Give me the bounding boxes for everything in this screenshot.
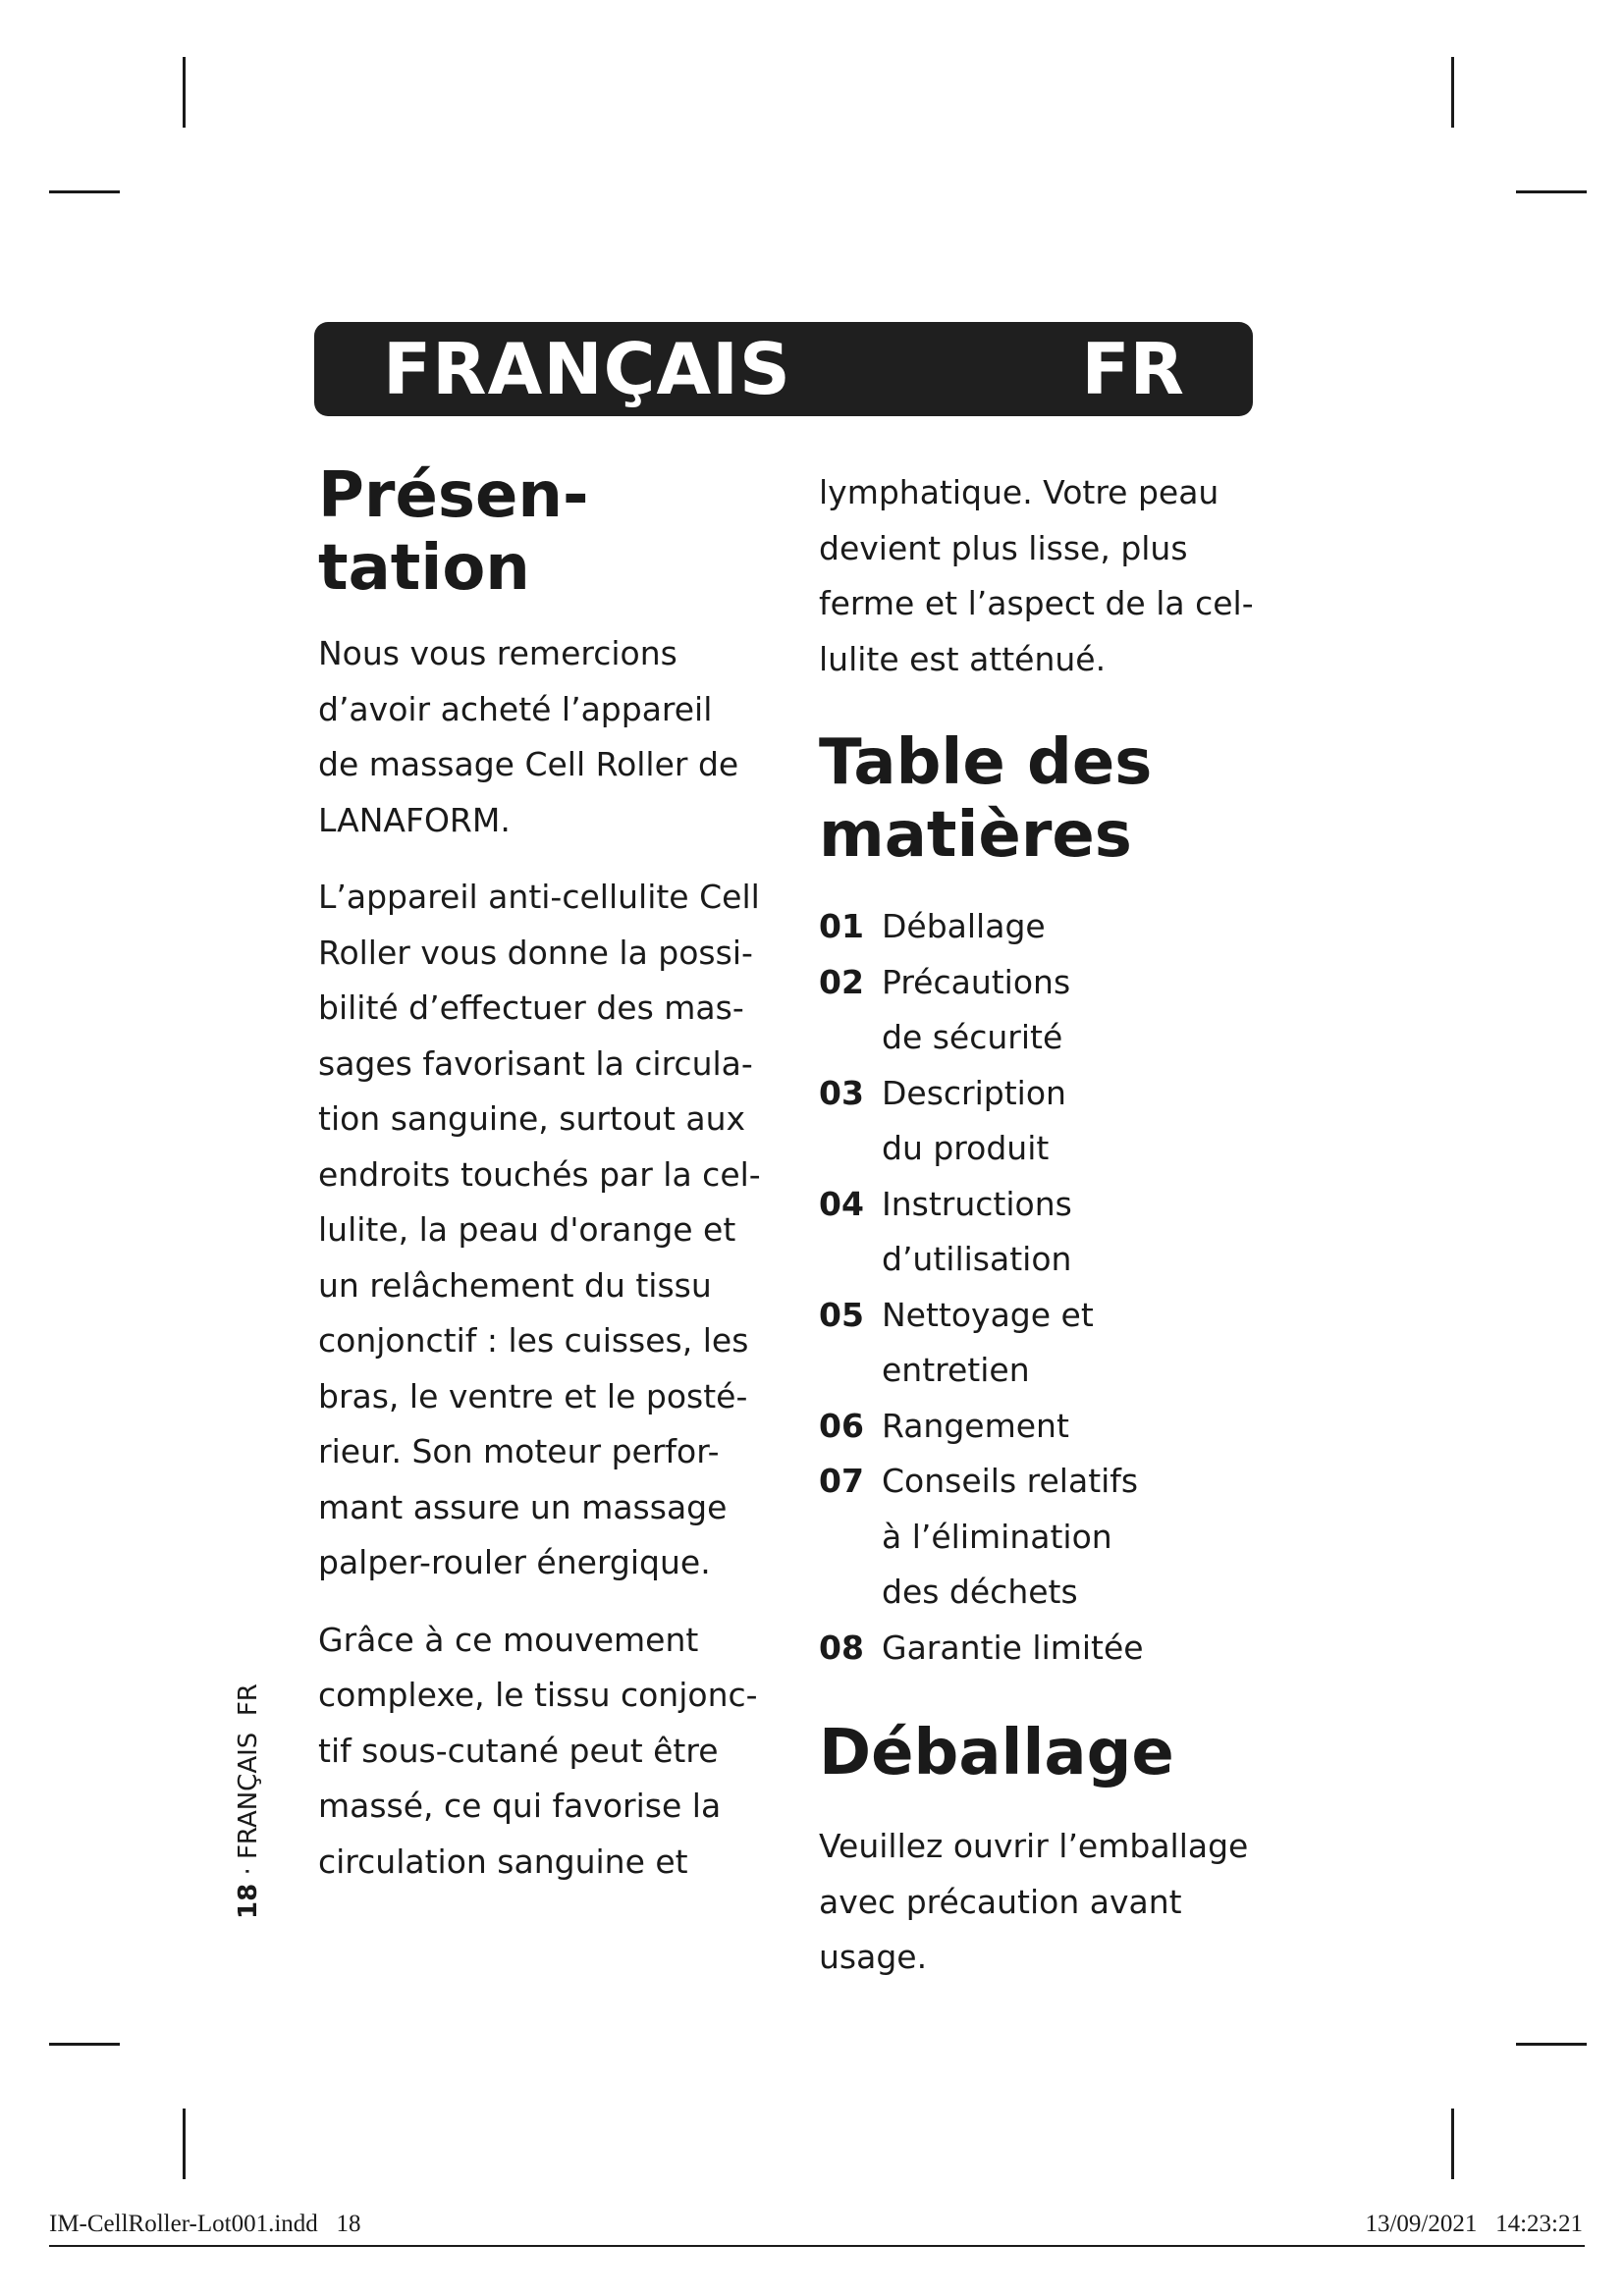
toc-item: [819, 955, 1261, 1066]
toc-item: [819, 899, 1261, 955]
toc-item-label: Rangement: [882, 1406, 1069, 1445]
left-column: [318, 459, 780, 1911]
presentation-heading: Présen- tation: [318, 459, 589, 605]
crop-mark-top-right: [1451, 57, 1454, 128]
toc-item-number: 02: [819, 962, 864, 1001]
presentation-paragraph-2: L’appareil anti-cellulite Cell Roller vous donne la possi- bilité d’effectuer des mas- sages favorisant la circula- tion sanguine, surtout aux endroits touchés par la cel- lulite, la peau d'orange et un relâchement du tissu conjonctif : les cuisses, les bras, le ventre et le posté- rieur. Son moteur perfor- mant assure un massage palper-rouler énergique.: [318, 878, 761, 1581]
presentation-paragraph-3: Grâce à ce mouvement complexe, le tissu conjonc- tif sous-cutané peut être massé, ce qui favorise la circulation sanguine et: [318, 1620, 758, 1881]
toc-item-label: Instructions d’utilisation: [882, 1184, 1072, 1278]
toc-item: [819, 1621, 1261, 1677]
deballage-heading: Déballage: [819, 1717, 1174, 1789]
toc-item-label: Précautions de sécurité: [882, 962, 1071, 1056]
language-code: FR: [1081, 328, 1184, 410]
crop-mark-top-left: [183, 57, 186, 128]
toc-item-number: 03: [819, 1073, 864, 1112]
side-label-text: · FRANÇAIS FR: [234, 1683, 263, 1884]
crop-mark-left-upper: [49, 190, 120, 193]
language-name: FRANÇAIS: [383, 328, 791, 410]
table-of-contents: [819, 899, 1261, 1676]
footer-rule: [49, 2245, 1585, 2247]
toc-item: [819, 1288, 1261, 1399]
crop-mark-left-lower: [49, 2043, 120, 2046]
deballage-text: Veuillez ouvrir l’emballage avec précaution avant usage.: [819, 1827, 1249, 1976]
right-column: [819, 465, 1261, 2007]
toc-item-number: 01: [819, 907, 864, 945]
crop-mark-right-upper: [1516, 190, 1587, 193]
toc-item-label: Déballage: [882, 907, 1046, 945]
toc-item-number: 07: [819, 1462, 864, 1500]
crop-mark-bottom-right: [1451, 2109, 1454, 2179]
toc-heading: Table des matières: [819, 726, 1153, 872]
page-number: 18: [234, 1883, 263, 1919]
crop-mark-right-lower: [1516, 2043, 1587, 2046]
toc-item-label: Garantie limitée: [882, 1628, 1144, 1667]
toc-item-number: 05: [819, 1295, 864, 1334]
toc-item-label: Nettoyage et entretien: [882, 1295, 1094, 1389]
footer-file-name: IM-CellRoller-Lot001.indd 18: [49, 2211, 361, 2237]
crop-mark-bottom-left: [183, 2109, 186, 2179]
toc-item: [819, 1454, 1261, 1621]
toc-item-label: Description du produit: [882, 1073, 1066, 1167]
toc-item: [819, 1177, 1261, 1288]
toc-item: [819, 1399, 1261, 1455]
toc-item-number: 04: [819, 1184, 864, 1223]
page-side-label: [234, 1683, 263, 1919]
language-header-bar: [314, 322, 1253, 416]
toc-item-number: 08: [819, 1628, 864, 1667]
toc-item: [819, 1066, 1261, 1177]
toc-item-label: Conseils relatifs à l’élimination des déchets: [882, 1462, 1139, 1611]
footer-timestamp: 13/09/2021 14:23:21: [1365, 2211, 1583, 2237]
presentation-paragraph-continued: lymphatique. Votre peau devient plus lisse, plus ferme et l’aspect de la cel- lulite est atténué.: [819, 473, 1254, 678]
toc-item-number: 06: [819, 1406, 864, 1445]
presentation-paragraph-1: Nous vous remercions d’avoir acheté l’appareil de massage Cell Roller de LANAFORM.: [318, 634, 739, 839]
